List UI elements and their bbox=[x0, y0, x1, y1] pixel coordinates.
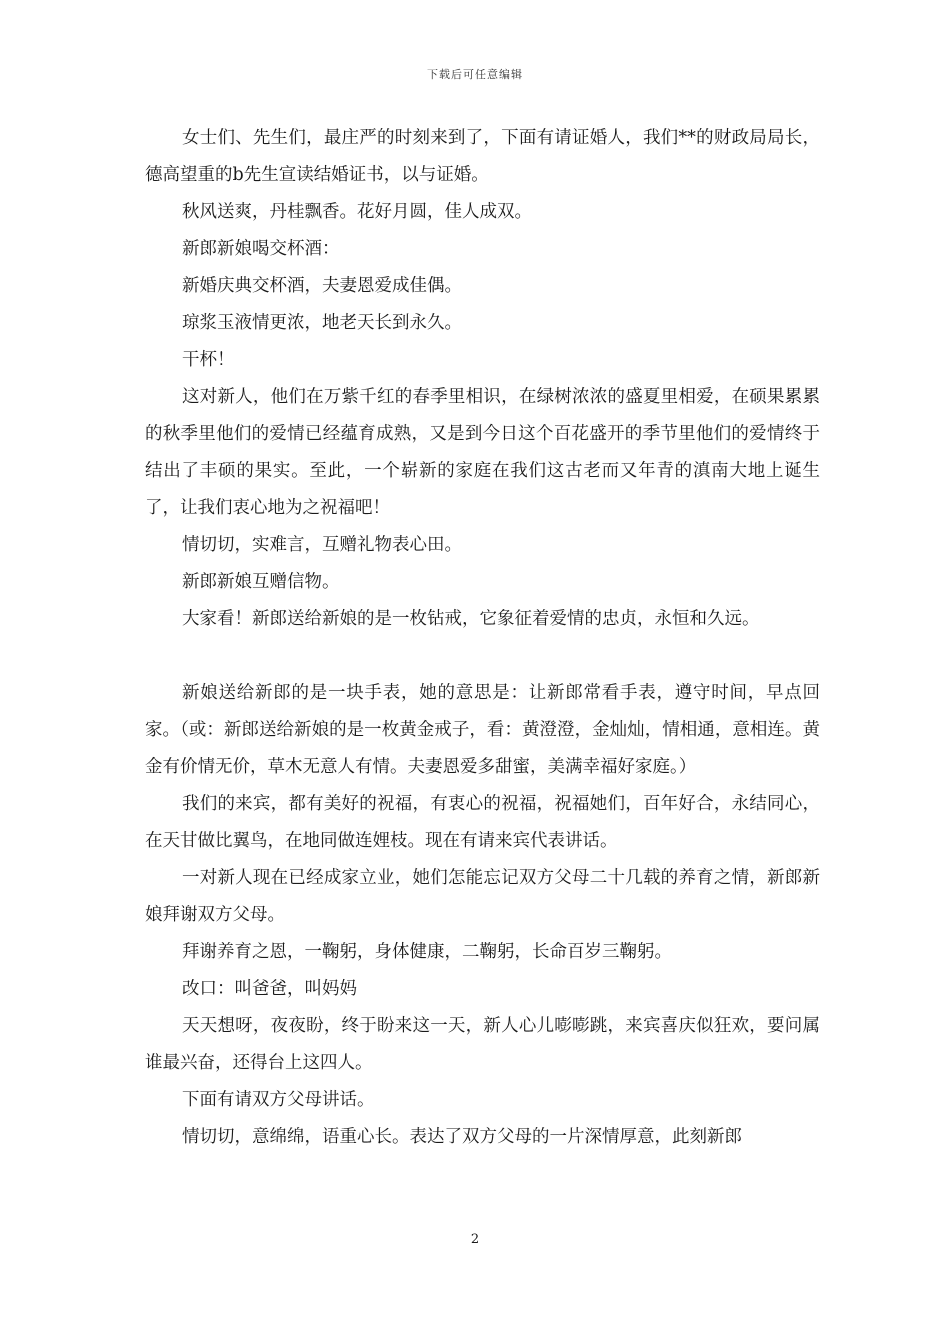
paragraph: 大家看！新郎送给新娘的是一枚钻戒，它象征着爱情的忠贞，永恒和久远。 bbox=[182, 609, 760, 629]
paragraph: 新郎新娘互赠信物。 bbox=[182, 572, 340, 592]
page-number: 2 bbox=[470, 1232, 480, 1247]
page-header: 下载后可任意编辑 bbox=[427, 68, 523, 81]
paragraph: 情切切，意绵绵，语重心长。表达了双方父母的一片深情厚意，此刻新郎 bbox=[182, 1127, 742, 1147]
paragraph: 我们的来宾，都有美好的祝福，有衷心的祝福，祝福她们，百年好合，永结同心，在天甘做比翼鸟，在地同做连娌枝。现在有请来宾代表讲话。 bbox=[145, 794, 820, 851]
paragraph: 女士们、先生们，最庄严的时刻来到了，下面有请证婚人，我们**的财政局局长，德高望重的b先生宣读结婚证书，以与证婚。 bbox=[145, 128, 820, 185]
paragraph: 情切切，实难言，互赠礼物表心田。 bbox=[182, 535, 462, 555]
paragraph: 秋风送爽，丹桂飘香。花好月圆，佳人成双。 bbox=[182, 202, 532, 222]
document-body bbox=[145, 120, 820, 1156]
paragraph: 改口：叫爸爸，叫妈妈 bbox=[182, 979, 357, 999]
paragraph: 新郎新娘喝交杯酒： bbox=[182, 239, 340, 259]
paragraph: 新婚庆典交杯酒，夫妻恩爱成佳偶。 bbox=[182, 276, 462, 296]
paragraph: 拜谢养育之恩，一鞠躬，身体健康，二鞠躬，长命百岁三鞠躬。 bbox=[182, 942, 672, 962]
paragraph: 琼浆玉液情更浓，地老天长到永久。 bbox=[182, 313, 462, 333]
paragraph: 下面有请双方父母讲话。 bbox=[182, 1090, 375, 1110]
paragraph: 天天想呀，夜夜盼，终于盼来这一天，新人心儿嘭嘭跳，来宾喜庆似狂欢，要问属谁最兴奋，还得台上这四人。 bbox=[145, 1016, 820, 1073]
blank-line bbox=[145, 638, 820, 675]
paragraph: 这对新人，他们在万紫千红的春季里相识，在绿树浓浓的盛夏里相爱，在硕果累累的秋季里他们的爱情已经蕴育成熟，又是到今日这个百花盛开的季节里他们的爱情终于结出了丰硕的果实。至此，一个崭新的家庭在我们这古老而又年青的滇南大地上诞生了，让我们衷心地为之祝福吧！ bbox=[145, 387, 820, 518]
paragraph: 一对新人现在已经成家立业，她们怎能忘记双方父母二十几载的养育之情，新郎新娘拜谢双方父母。 bbox=[145, 868, 820, 925]
paragraph: 新娘送给新郎的是一块手表，她的意思是：让新郎常看手表，遵守时间，早点回家。（或：新郎送给新娘的是一枚黄金戒子，看：黄澄澄，金灿灿，情相通，意相连。黄金有价情无价，草木无意人有情。夫妻恩爱多甜蜜，美满幸福好家庭。） bbox=[145, 683, 820, 777]
paragraph: 干杯！ bbox=[182, 350, 235, 370]
